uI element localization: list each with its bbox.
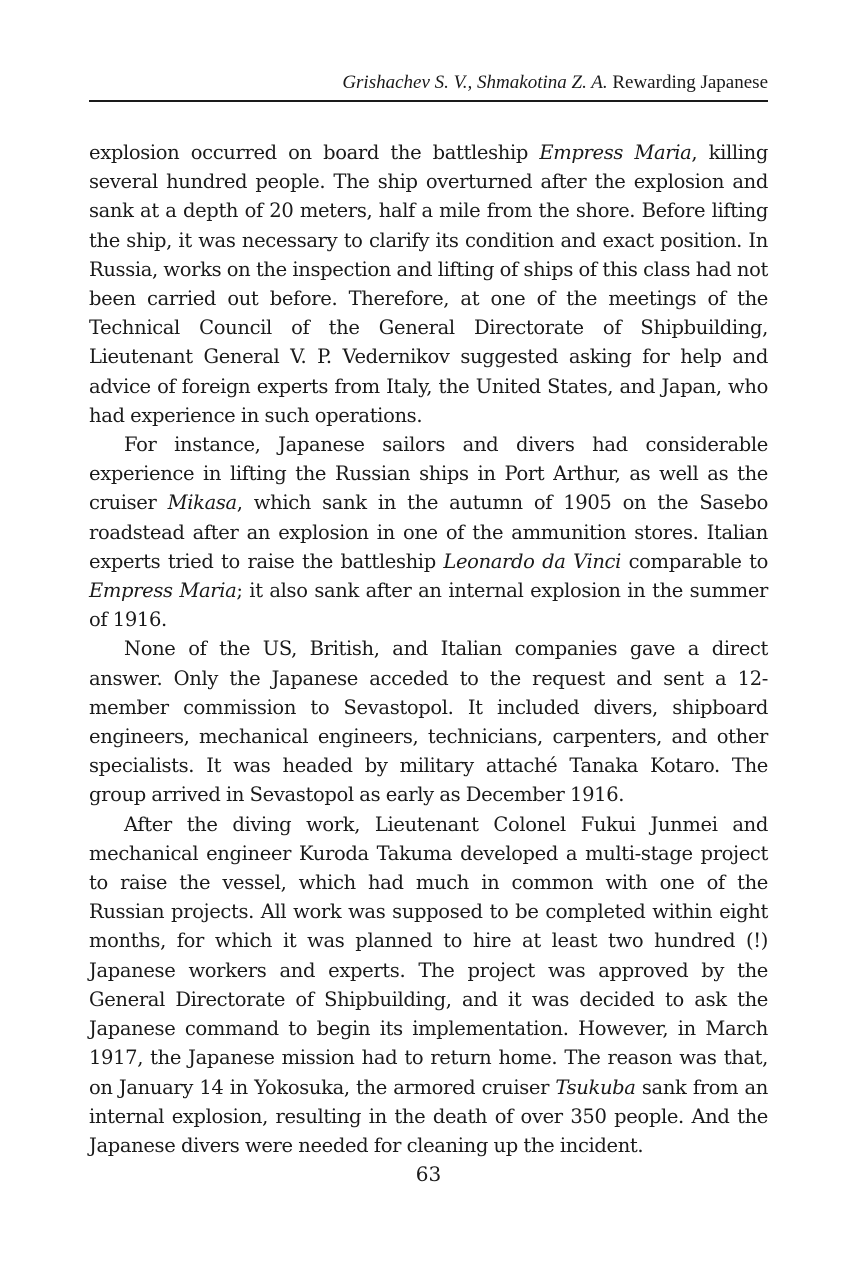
text-run: For instance, Japanese sailors and divers had considerable experience in lifting the Russian ships in Port Arthur, as well as the cruiser	[89, 433, 768, 515]
paragraph	[89, 138, 768, 430]
header-authors: Grishachev S. V., Shmakotina Z. A.	[342, 72, 608, 93]
text-run: After the diving work, Lieutenant Colonel Fukui Junmei and mechanical engineer Kuroda Takuma developed a multi-stage project to raise the vessel, which had much in common with one of the Russian projects. All work was supposed to be completed within eight months, for which it was planned to hire at least two hundred (!) Japanese workers and experts. The project was approved by the General Directorate of Shipbuilding, and it was decided to ask the Japanese command to begin its implementation. However, in March 1917, the Japanese mission had to return home. The reason was that, on January 14 in Yokosuka, the armored cruiser	[89, 812, 768, 1099]
header-rule	[89, 100, 768, 102]
text-run: explosion occurred on board the battleship	[89, 141, 540, 164]
text-run: ; it also sank after an internal explosion in the summer of 1916.	[89, 579, 768, 632]
running-header	[89, 72, 768, 94]
text-run: None of the US, British, and Italian companies gave a direct answer. Only the Japanese acceded to the request and sent a 12-member commission to Sevastopol. It included divers, shipboard engineers, mechanical engineers, technicians, carpenters, and other specialists. It was headed by military attaché Tanaka Kotaro. The group arrived in Sevastopol as early as December 1916.	[89, 637, 768, 807]
text-run: , killing several hundred people. The ship overturned after the explosion and sank at a depth of 20 meters, half a mile from the shore. Before lifting the ship, it was necessary to clarify its condition and exact position. In Russia, works on the inspection and lifting of ships of this class had not been carried out before. Therefore, at one of the meetings of the Technical Council of the General Directorate of Shipbuilding, Lieutenant General V. P. Vedernikov suggested asking for help and advice of foreign experts from Italy, the United States, and Japan, who had experience in such operations.	[89, 141, 768, 427]
paragraph	[89, 810, 768, 1160]
italic-run: Tsukuba	[555, 1075, 636, 1099]
text-run: comparable to	[621, 549, 768, 573]
text-run: , which sank in the autumn of 1905 on the Sasebo roadstead after an explosion in one of the ammunition stores. Italian experts tried to raise the battleship	[89, 491, 768, 573]
paragraph	[89, 430, 768, 634]
header-title: Rewarding Japanese	[612, 72, 768, 93]
italic-run: Empress Maria	[539, 141, 692, 164]
italic-run: Mikasa	[167, 491, 237, 515]
italic-run: Leonardo da Vinci	[443, 549, 622, 573]
text-run: sank from an internal explosion, resulting in the death of over 350 people. And the Japanese divers were needed for cleaning up the incident.	[89, 1075, 768, 1157]
body-text	[89, 138, 768, 1160]
page-number: 63	[415, 1162, 442, 1186]
paragraph	[89, 634, 768, 809]
italic-run: Empress Maria	[89, 579, 237, 603]
